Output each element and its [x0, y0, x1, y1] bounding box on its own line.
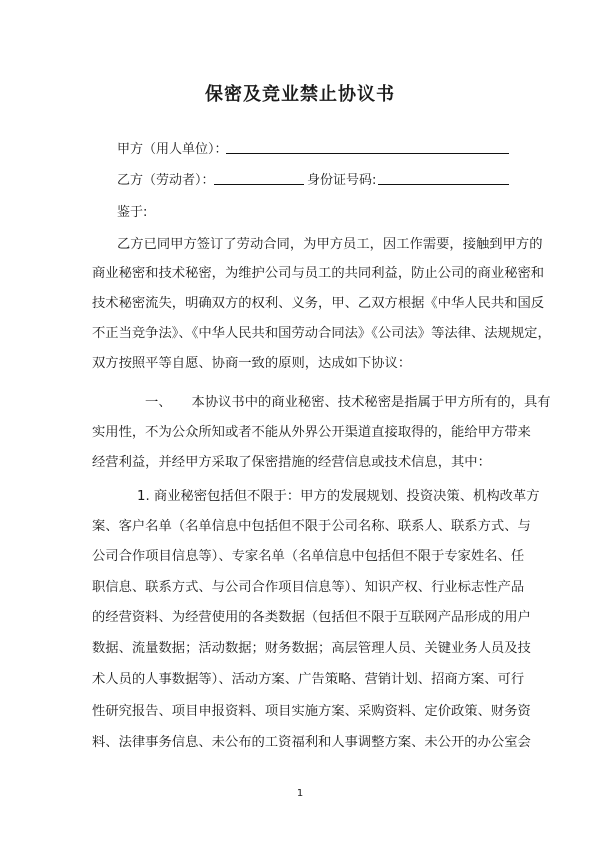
article-one-line: 一、 本协议书中的商业秘密、技术秘密是指属于甲方所有的，具有 [145, 395, 551, 410]
clause-one-line: 案、客户名单（名单信息中包括但不限于公司名称、联系人、联系方式、与 [92, 519, 531, 534]
whereas-label: 鉴于: [117, 205, 148, 220]
page-number: 1 [296, 788, 304, 799]
party-b-fill-line[interactable] [214, 184, 304, 185]
document-title: 保密及竞业禁止协议书 [205, 84, 395, 105]
article-one-line: 实用性，不为公众所知或者不能从外界公开渠道直接取得的，能给甲方带来 [92, 425, 531, 440]
paragraph-line: 双方按照平等自愿、协商一致的原则，达成如下协议： [92, 356, 412, 371]
clause-one-line: 的经营资料、为经营使用的各类数据（包括但不限于互联网产品形成的用户 [92, 610, 531, 625]
clause-one-line: 料、法律事务信息、未公布的工资福利和人事调整方案、未公开的办公室会 [92, 735, 531, 750]
party-b-label: 乙方（劳动者）： [117, 173, 215, 188]
clause-one-line: 性研究报告、项目申报资料、项目实施方案、采购资料、定价政策、财务资 [92, 704, 531, 719]
clause-one-line: 数据、流量数据；活动数据；财务数据；高层管理人员、关键业务人员及技 [92, 641, 531, 656]
paragraph-line: 不正当竞争法》、《中华人民共和国劳动合同法》《公司法》等法律、法规规定， [92, 326, 551, 341]
clause-one-line: 公司合作项目信息等）、专家名单（名单信息中包括但不限于专家姓名、任 [92, 549, 525, 564]
clause-one-line: 1. 商业秘密包括但不限于：甲方的发展规划、投资决策、机构改革方 [137, 489, 540, 504]
party-a-fill-line[interactable] [226, 153, 509, 154]
id-number-fill-line[interactable] [378, 184, 509, 185]
id-number-label: 身份证号码: [307, 173, 377, 188]
paragraph-line: 商业秘密和技术秘密，为维护公司与员工的共同利益，防止公司的商业秘密和 [92, 266, 545, 281]
paragraph-line: 技术秘密流失，明确双方的权利、义务，甲、乙双方根据《中华人民共和国反 [92, 296, 545, 311]
article-one-line: 经营利益，并经甲方采取了保密措施的经营信息或技术信息，其中： [92, 455, 491, 470]
paragraph-line: 乙方已同甲方签订了劳动合同，为甲方员工，因工作需要，接触到甲方的 [117, 237, 543, 252]
clause-one-line: 术人员的人事数据等）、活动方案、广告策略、营销计划、招商方案、可行 [92, 672, 525, 687]
party-a-label: 甲方（用人单位）： [117, 142, 228, 157]
clause-one-line: 职信息、联系方式、与公司合作项目信息等）、知识产权、行业标志性产品 [92, 580, 525, 595]
